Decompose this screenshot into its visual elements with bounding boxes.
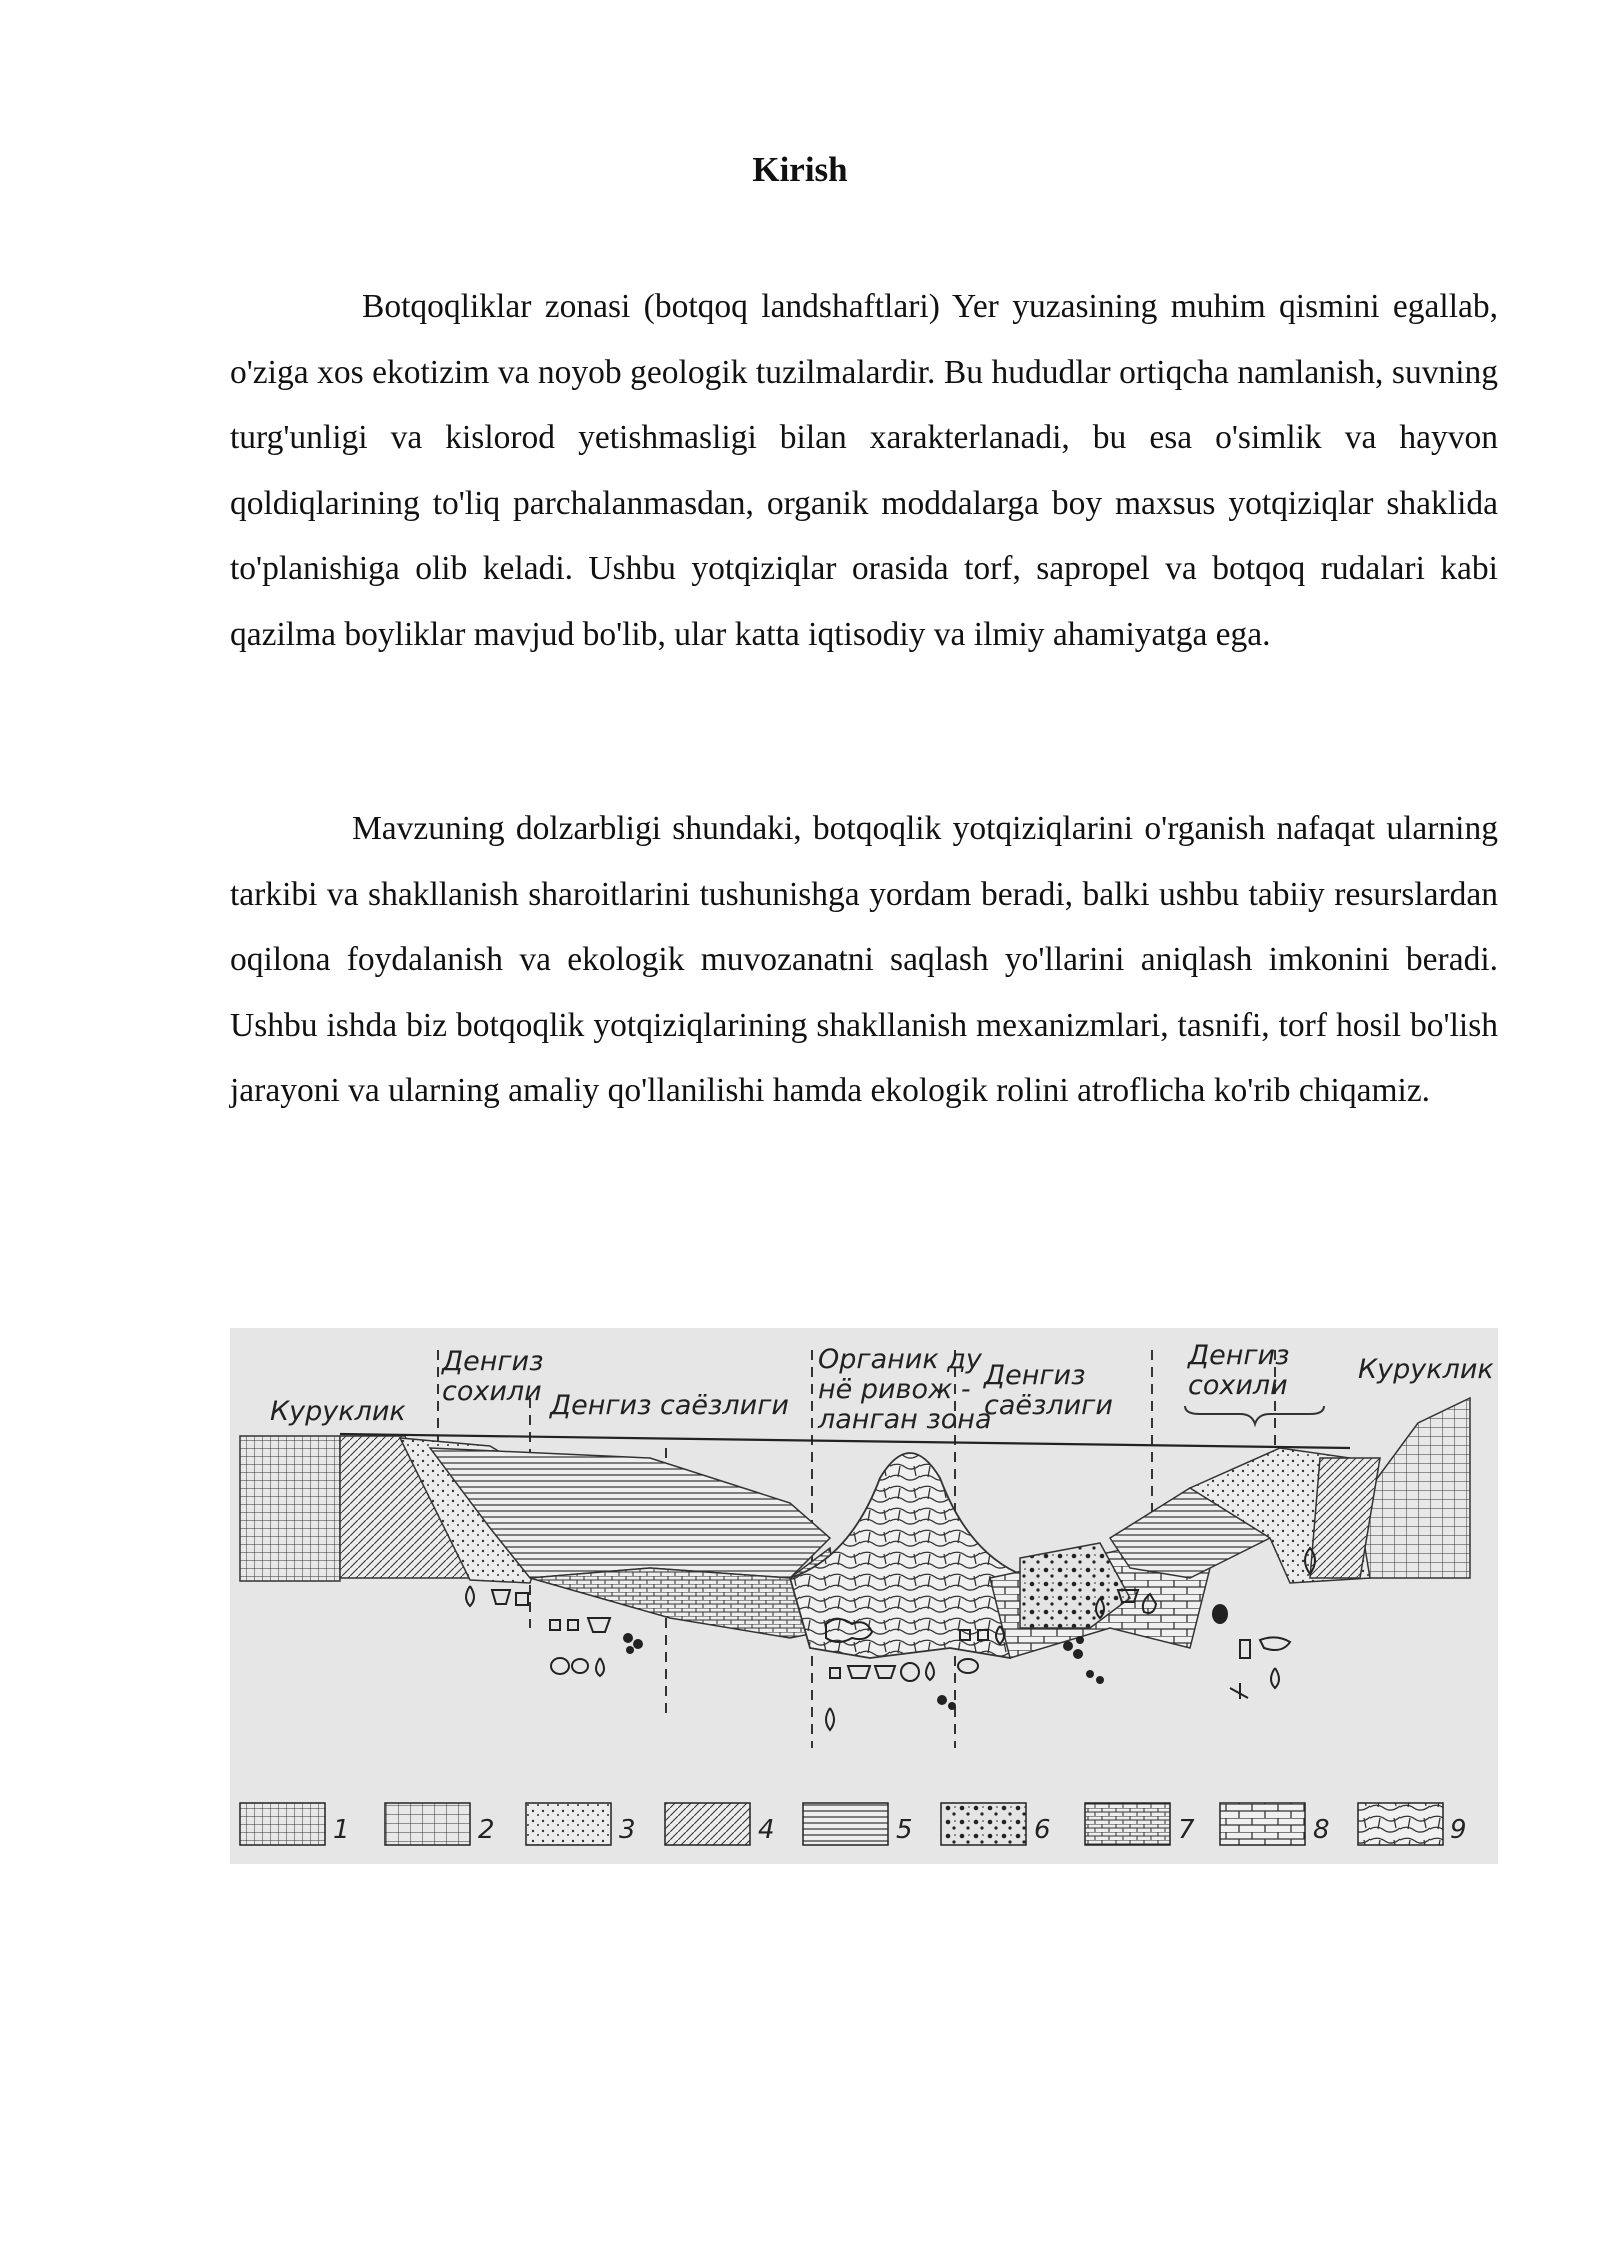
cross-section-diagram [230,1328,1498,1864]
zone-label-land-right: Куруклик [1358,1354,1494,1385]
zone-label-shallow-right-2: саёзлиги [984,1390,1113,1421]
legend-number-3: 3 [619,1815,636,1845]
legend-swatch-4 [665,1803,750,1845]
zone-label-shallow-right-1: Денгиз [984,1360,1086,1391]
zone-label-organic-3: ланган зона [818,1404,992,1435]
legend-number-4: 4 [758,1815,775,1845]
zone-label-shore-right-1: Денгиз [1188,1340,1290,1371]
page-title: Kirish [752,150,848,189]
zone-label-shore-left-1: Денгиз [442,1346,544,1377]
geological-cross-section-figure [230,1328,1498,1864]
zone-label-organic-2: нё ривож - [818,1374,971,1405]
legend-swatch-5 [803,1803,888,1845]
legend-swatch-3 [526,1803,611,1845]
zone-label-shallow-left: Денгиз саёзлиги [550,1390,789,1421]
intro-paragraph-2: Mavzuning dolzarbligi shundaki, botqoqlik yotqiziqlarini o'rganish nafaqat ularning tarkibi va shakllanish sharoitlarini tushunishga yordam beradi, balki ushbu tabiiy resurslardan oqilona foydalanish va ekologik muvozanatni saqlash yo'llarini aniqlash imkonini beradi. Ushbu ishda biz botqoqlik yotqiziqlarining shakllanish mexanizmlari, tasnifi, torf hosil bo'lish jarayoni va ularning amaliy qo'llanilishi hamda ekologik rolini atroflicha ko'rib chiqamiz. [230,810,1498,1109]
legend-number-8: 8 [1313,1815,1330,1845]
legend-swatch-7 [1085,1803,1170,1845]
legend-swatch-6 [941,1803,1026,1845]
intro-paragraph-1: Botqoqliklar zonasi (botqoq landshaftlari) Yer yuzasining muhim qismini egallab, o'ziga xos ekotizim va noyob geologik tuzilmalardir. Bu hududlar ortiqcha namlanish, suvning turg'unligi va kislorod yetishmasligi bilan xarakterlanadi, bu esa o'simlik va hayvon qoldiqlarining to'liq parchalanmasdan, organik moddalarga boy maxsus yotqiziqlar shaklida to'planishiga olib keladi. Ushbu yotqiziqlar orasida torf, sapropel va botqoq rudalari kabi qazilma boyliklar mavjud bo'lib, ular katta iqtisodiy va ilmiy ahamiyatga ega. [230,288,1498,653]
zone-label-shore-right-2: сохили [1188,1370,1288,1401]
legend-number-6: 6 [1034,1815,1051,1845]
legend-swatch-1 [240,1803,325,1845]
legend-number-1: 1 [333,1815,350,1845]
legend [240,1803,1467,1845]
zone-label-shore-left-2: сохили [442,1376,542,1407]
land-block-left [240,1436,340,1581]
legend-swatch-2 [385,1803,470,1845]
legend-number-5: 5 [896,1815,913,1845]
legend-swatch-9 [1358,1803,1443,1845]
legend-number-7: 7 [1178,1815,1195,1845]
zone-label-land-left: Куруклик [270,1396,406,1427]
zone-label-organic-1: Органик ду [818,1344,982,1375]
legend-number-2: 2 [478,1815,495,1845]
legend-swatch-8 [1220,1803,1305,1845]
legend-number-9: 9 [1450,1815,1467,1845]
